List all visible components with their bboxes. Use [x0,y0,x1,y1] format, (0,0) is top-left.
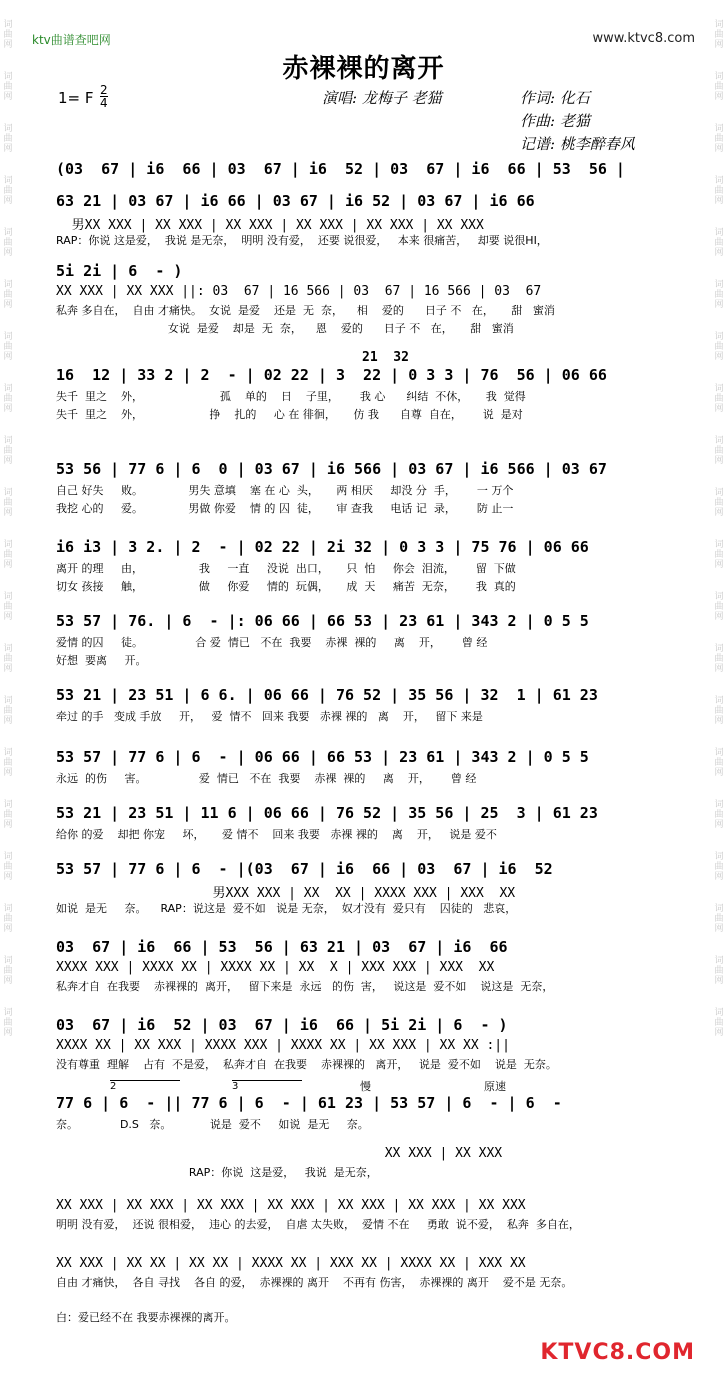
lyric-row: 没有尊重 理解 占有 不是爱， 私奔才自 在我要 赤裸裸的 离开， 说是 爱不如 说是 无奈。 [56,1058,557,1071]
watermark-text: 词曲网 [3,332,13,362]
lyric-row: 私奔 多自在， 自由 才痛快。 女说 是爱 还是 无 奈， 相 爱的 日子 不 在， 甜 蜜消 [56,304,555,317]
watermark-text: 词曲网 [714,488,724,518]
lyric-row: 牵过 的手 变成 手放 开， 爱 情不 回来 我要 赤裸 裸的 离 开， 留下 来是 [56,710,483,723]
watermark-text: 词曲网 [714,852,724,882]
singers: 演唱: 龙梅子 老猫 [322,89,442,107]
tempo-mark: 慢 [360,1080,371,1093]
notation-row: 53 56 | 77 6 | 6 0 | 03 67 | i6 566 | 03 67 | i6 566 | 03 67 [56,460,607,478]
lyric-row: 自由 才痛快， 各自 寻找 各自 的爱， 赤裸裸的 离开 不再有 伤害， 赤裸裸的 离开 爱不是 无奈。 [56,1276,573,1289]
volta-bracket: 2 [110,1080,180,1092]
notation-row: 03 67 | i6 52 | 03 67 | i6 66 | 5i 2i | 6 - ) [56,1016,508,1034]
notation-row: 53 21 | 23 51 | 11 6 | 06 66 | 76 52 | 35 56 | 25 3 | 61 23 [56,804,598,822]
lyric-row-verse2: 我挖 心的 爱。 男做 你爱 情 的 囚 徒， 审 查我 电话 记 录， 防 止一 [56,502,514,515]
notation-row: i6 i3 | 3 2. | 2 - | 02 22 | 2i 32 | 0 3 3 | 75 76 | 06 66 [56,538,589,556]
song-title: 赤裸裸的离开 [282,54,445,84]
watermark-text: 词曲网 [3,1008,13,1038]
watermark-text: 词曲网 [3,592,13,622]
notation-row: (03 67 | i6 66 | 03 67 | i6 52 | 03 67 | i6 66 | 53 56 | [56,160,625,178]
lyric-row: RAP：你说 这是爱， 我说 是无奈， 明明 没有爱， 还要 说很爱， 本来 很痛苦， 却要 说很HI， [56,234,548,247]
watermark-text: 词曲网 [3,20,13,50]
lyric-row: 给你 的爱 却把 你宠 坏， 爱 情不 回来 我要 赤裸 裸的 离 开， 说是 爱不 [56,828,497,841]
watermark-text: 词曲网 [714,436,724,466]
lyric-row: RAP：你说 这是爱， 我说 是无奈， [56,1166,378,1179]
time-bottom: 4 [100,96,108,110]
composer: 作曲: 老猫 [520,112,590,130]
watermark-text: 词曲网 [714,592,724,622]
site-logo[interactable]: KTVC8.COM [540,1340,695,1365]
watermark-text: 词曲网 [3,904,13,934]
watermark-left [1,20,15,1060]
watermark-text: 词曲网 [714,72,724,102]
watermark-right [712,20,726,1060]
watermark-text: 词曲网 [714,332,724,362]
watermark-text: 词曲网 [714,280,724,310]
watermark-text: 词曲网 [3,956,13,986]
lyric-row: 明明 没有爱， 还说 很相爱， 违心 的去爱， 自虐 太失败， 爱情 不在 勇敢 说不爱， 私奔 多自在， [56,1218,580,1231]
watermark-text: 词曲网 [3,852,13,882]
watermark-text: 词曲网 [3,176,13,206]
watermark-text: 词曲网 [714,1008,724,1038]
rap-rhythm-row: XX XXX | XX XXX [56,1146,503,1161]
watermark-text: 词曲网 [3,72,13,102]
watermark-text: 词曲网 [714,904,724,934]
notation-row: 5i 2i | 6 - ) [56,262,183,280]
watermark-text: 词曲网 [714,800,724,830]
time-top: 2 [100,83,108,97]
watermark-text: 词曲网 [3,228,13,258]
notation-row: 53 57 | 76. | 6 - |: 06 66 | 66 53 | 23 61 | 343 2 | 0 5 5 [56,612,589,630]
lyric-row: 自己 好失 败。 男失 意填 塞 在 心 头， 两 相厌 却没 分 手， 一 万个 [56,484,514,497]
key-signature: 1= F [58,89,94,107]
watermark-text: 词曲网 [714,228,724,258]
notation-row: 77 6 | 6 - || 77 6 | 6 - | 61 23 | 53 57 | 6 - | 6 - [56,1094,562,1112]
site-name-left[interactable]: ktv曲谱查吧网 [32,33,111,47]
rap-rhythm-row: XXXX XX | XX XXX | XXXX XXX | XXXX XX | XX XXX | XX XX :|| [56,1038,510,1053]
lyric-row-verse2: 好想 要离 开。 [56,654,147,667]
notation-row: 53 57 | 77 6 | 6 - |(03 67 | i6 66 | 03 67 | i6 52 [56,860,553,878]
site-url-right[interactable]: www.ktvc8.com [592,31,695,46]
notation-row: 63 21 | 03 67 | i6 66 | 03 67 | i6 52 | 03 67 | i6 66 [56,192,535,210]
lyric-row: 如说 是无 奈。 RAP：说这是 爱不如 说是 无奈， 奴才没有 爱只有 囚徒的 悲哀， [56,902,517,915]
lyric-row: 永远 的伤 害。 爱 情已 不在 我要 赤裸 裸的 离 开， 曾 经 [56,772,477,785]
lyric-row: 离开 的理 由， 我 一直 没说 出口， 只 怕 你会 泪流， 留 下做 [56,562,516,575]
upper-notes: 21 32 [362,350,409,365]
watermark-text: 词曲网 [714,956,724,986]
rap-rhythm-row: XXXX XXX | XXXX XX | XXXX XX | XX X | XXX XXX | XXX XX [56,960,495,975]
watermark-text: 词曲网 [3,280,13,310]
notation-row: 53 21 | 23 51 | 6 6. | 06 66 | 76 52 | 35 56 | 32 1 | 61 23 [56,686,598,704]
watermark-text: 词曲网 [714,176,724,206]
lyric-row: 爱情 的囚 徒。 合 爱 情已 不在 我要 赤裸 裸的 离 开， 曾 经 [56,636,488,649]
lyric-row-verse2: 女说 是爱 却是 无 奈， 恩 爱的 日子 不 在， 甜 蜜消 [56,322,514,335]
lyric-row: 奈。 D.S 奈。 说是 爱不 如说 是无 奈。 [56,1118,369,1131]
watermark-text: 词曲网 [714,748,724,778]
rap-rhythm-row: 男XX XXX | XX XXX | XX XXX | XX XXX | XX XXX | XX XXX [56,218,484,233]
spoken-line: 白：爱已经不在 我要赤裸裸的离开。 [56,1311,236,1324]
watermark-text: 词曲网 [3,540,13,570]
watermark-text: 词曲网 [714,384,724,414]
volta-bracket: 3 [232,1080,302,1092]
notation-row: 16 12 | 33 2 | 2 - | 02 22 | 3 22 | 0 3 3 | 76 56 | 06 66 [56,366,607,384]
rap-rhythm-row: XX XXX | XX XX | XX XX | XXXX XX | XXX XX | XXXX XX | XXX XX [56,1256,526,1271]
watermark-text: 词曲网 [714,124,724,154]
watermark-text: 词曲网 [714,644,724,674]
notation-row: 53 57 | 77 6 | 6 - | 06 66 | 66 53 | 23 61 | 343 2 | 0 5 5 [56,748,589,766]
watermark-text: 词曲网 [3,124,13,154]
watermark-text: 词曲网 [3,384,13,414]
lyric-row: 私奔才自 在我要 赤裸裸的 离开， 留下来是 永远 的伤 害， 说这是 爱不如 说这是 无奈， [56,980,554,993]
notation-row: 03 67 | i6 66 | 53 56 | 63 21 | 03 67 | i6 66 [56,938,508,956]
tempo-mark: 原速 [484,1080,506,1093]
lyricist: 作词: 化石 [520,89,590,107]
watermark-text: 词曲网 [3,644,13,674]
time-signature [100,84,108,109]
rap-rhythm-row: 男XXX XXX | XX XX | XXXX XXX | XXX XX [56,886,516,901]
rap-rhythm-row: XX XXX | XX XXX ||: 03 67 | 16 566 | 03 67 | 16 566 | 03 67 [56,284,542,299]
watermark-text: 词曲网 [714,540,724,570]
watermark-text: 词曲网 [3,800,13,830]
watermark-text: 词曲网 [714,696,724,726]
watermark-text: 词曲网 [714,20,724,50]
watermark-text: 词曲网 [3,436,13,466]
watermark-text: 词曲网 [3,488,13,518]
watermark-text: 词曲网 [3,696,13,726]
lyric-row-verse2: 失千 里之 外， 挣 扎的 心 在 徘徊， 仿 我 自尊 自在， 说 是对 [56,408,523,421]
lyric-row: 失千 里之 外， 孤 单的 日 子里， 我 心 纠结 不休， 我 觉得 [56,390,526,403]
rap-rhythm-row: XX XXX | XX XXX | XX XXX | XX XXX | XX XXX | XX XXX | XX XXX [56,1198,526,1213]
transcriber: 记谱: 桃李醉春风 [520,135,635,153]
lyric-row-verse2: 切女 孩接 触， 做 你爱 情的 玩偶， 成 天 痛苦 无奈， 我 真的 [56,580,516,593]
watermark-text: 词曲网 [3,748,13,778]
